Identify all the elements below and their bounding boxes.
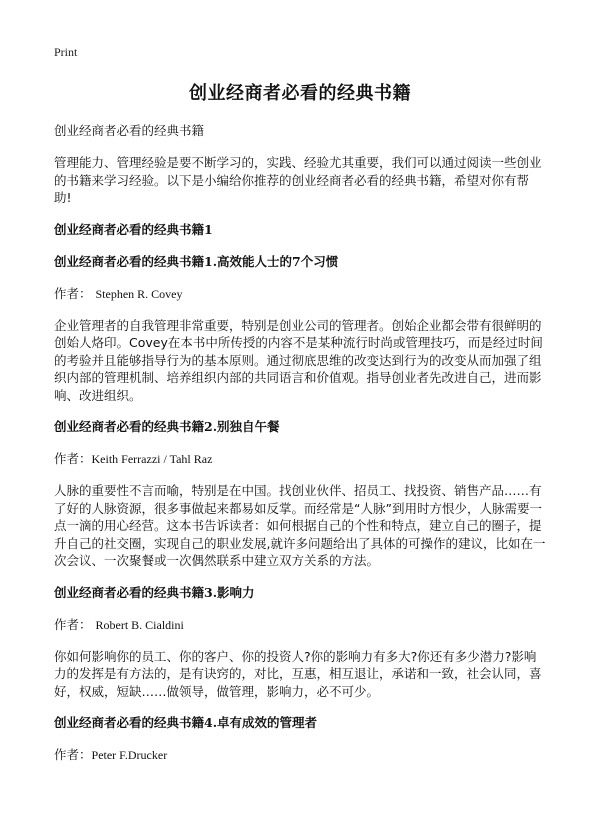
- page-title: 创业经商者必看的经典书籍: [189, 83, 411, 104]
- document-subtitle: 创业经商者必看的经典书籍: [54, 123, 205, 138]
- author-label: 作者：: [54, 616, 92, 632]
- intro-paragraph: 管理能力、管理经验是要不断学习的，实践、经验尤其重要，我们可以通过阅读一些创业的书籍来学习经验。以下是小编给你推荐的创业经商者必看的经典书籍，希望对你有帮助!: [54, 155, 542, 205]
- book-description-1: 企业管理者的自我管理非常重要，特别是创业公司的管理者。创始企业都会带有很鲜明的创始人烙印。Covey在本书中所传授的内容不是某种流行时尚或管理技巧，而是经过时间的考验并且能够指导行为的基本原则。通过彻底思维的改变达到行为的改变从而加强了组织内部的管理机制、培养组织内部的共同语言和价值观。指导创业者先改进自己，进而影响、改进组织。: [54, 317, 543, 403]
- book-heading-3: 创业经商者必看的经典书籍3.影响力: [54, 584, 255, 600]
- author-label: 作者：: [54, 451, 92, 466]
- author-line-1: [54, 285, 546, 303]
- book-heading-4: 创业经商者必看的经典书籍4.卓有成效的管理者: [54, 715, 318, 730]
- section-heading: 创业经商者必看的经典书籍1: [54, 221, 213, 237]
- author-line-3: [54, 616, 546, 634]
- book-heading-2: 创业经商者必看的经典书籍2.别独自午餐: [54, 419, 280, 434]
- author-name: Keith Ferrazzi / Tahl Raz: [91, 452, 213, 466]
- author-label: 作者：: [54, 285, 92, 301]
- author-name: Robert B. Cialdini: [95, 617, 184, 632]
- book-heading-1: 创业经商者必看的经典书籍1.高效能人士的7个习惯: [54, 253, 339, 269]
- book-description-2: 人脉的重要性不言而喻，特别是在中国。找创业伙伴、招员工、找投资、销售产品……有了好的人脉资源，很多事做起来都易如反掌。而经常是“人脉”到用时方恨少，人脉需要一点一滴的用心经营。这本书告诉读者：如何根据自己的个性和特点，建立自己的圈子，提升自己的社交圈，实现自己的职业发展,就许多问题给出了具体的可操作的建议，比如在一次会议、一次聚餐或一次偶然联系中建立双方关系的方法。: [54, 483, 546, 568]
- author-line-2: [54, 450, 546, 468]
- author-name: Stephen R. Covey: [95, 286, 183, 301]
- author-label: 作者：: [54, 747, 92, 762]
- author-name: Peter F.Drucker: [91, 748, 168, 762]
- book-description-3: 你如何影响你的员工、你的客户、你的投资人?你的影响力有多大?你还有多少潜力?影响力的发挥是有方法的，是有诀窍的，对比，互惠，相互退让，承诺和一致，社会认同，喜好，权威，短缺……做领导，做管理，影响力，必不可少。: [54, 648, 542, 699]
- author-line-4: [54, 746, 546, 764]
- print-label: Print: [54, 45, 78, 59]
